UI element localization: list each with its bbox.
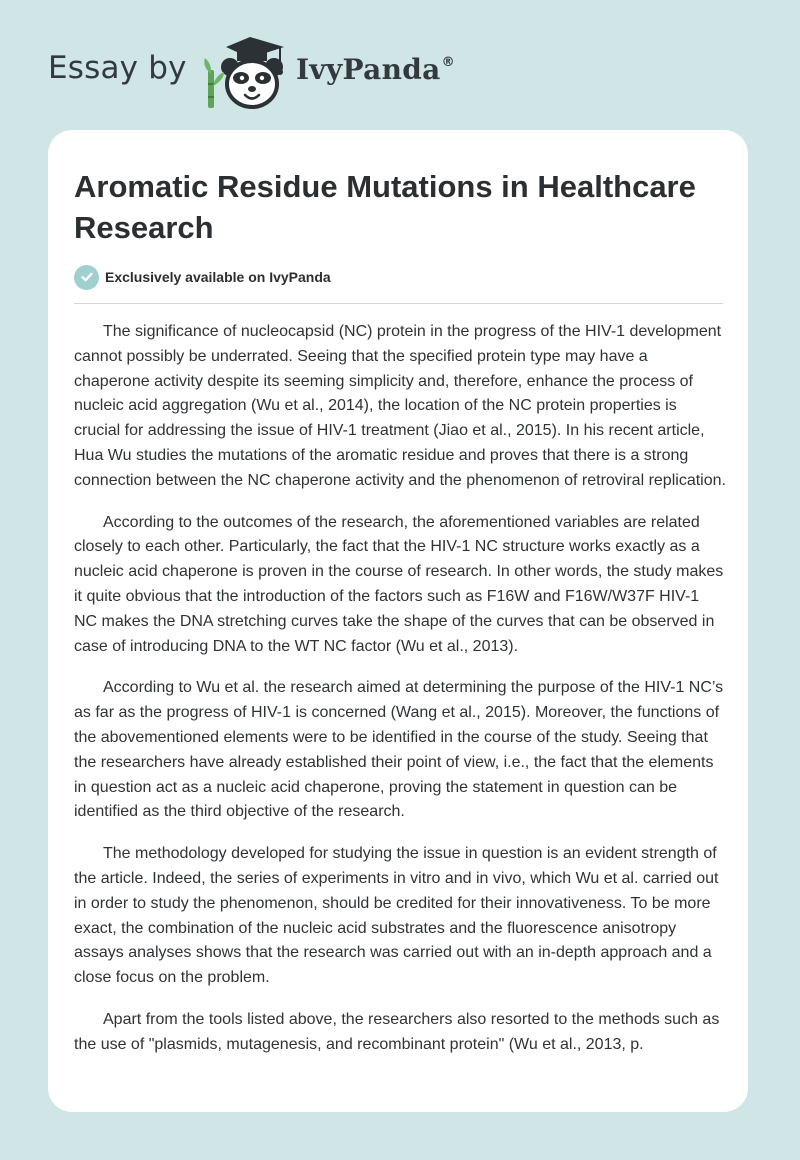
badge-text: Exclusively available on IvyPanda [105,269,331,285]
paragraph-1: The significance of nucleocapsid (NC) protein in the progress of the HIV-1 development cannot possibly be underrated. Seeing that the specified protein type may have a chaperone activity despite its seeming simplicity and, therefore, enhance the process of nucleic acid aggregation (Wu et al., 2014), the location of the NC protein properties is crucial for addressing the issue of HIV-1 treatment (Jiao et al., 2015). In his recent article, Hua Wu studies the mutations of the aromatic residue and proves that there is a strong connection between the NC chaperone activity and the phenomenon of retroviral replication. [74,323,726,489]
paragraph-2: According to the outcomes of the research, the aforementioned variables are related closely to each other. Particularly, the fact that the HIV-1 NC structure works exactly as a nucleic acid chaperone is proven in the course of research. In other words, the study makes it quite obvious that the introduction of the factors such as F16W and F16W/W37F HIV-1 NC makes the DNA stretching curves take the shape of the curves that can be observed in case of introducing DNA to the WT NC factor (Wu et al., 2013). [74,513,724,655]
essay-title: Aromatic Residue Mutations in Healthcare Research [74,169,696,245]
paragraph-5: Apart from the tools listed above, the researchers also resorted to the methods such as the use of "plasmids, mutagenesis, and recombinant protein" (Wu et al., 2013, p. [74,1010,720,1053]
panda-graduate-icon[interactable] [202,34,294,110]
essay-card [48,130,748,1112]
site-header [48,34,488,110]
paragraph-4: The methodology developed for studying the issue in question is an evident strength of the article. Indeed, the series of experiments in vitro and in vivo, which Wu et al. carried out in order to study the phenomenon, should be credited for their innovativeness. To be more exact, the combination of the nucleic acid substrates and the fluorescence anisotropy assays analyses shows that the research was carried out with an in-depth approach and a close focus on the problem. [74,845,719,987]
checkmark-icon [74,265,99,290]
brand-name[interactable] [296,53,455,86]
exclusive-badge [74,264,331,290]
registered-mark: ® [441,54,455,70]
essay-by-label: Essay by [48,50,187,86]
divider [74,303,723,304]
paragraph-3: According to Wu et al. the research aimed at determining the purpose of the HIV-1 NC’s as far as the progress of HIV-1 is concerned (Wang et al., 2015). Moreover, the functions of the abovementioned elements were to be identified in the course of the study. Seeing that the researchers have already established their point of view, i.e., the fact that the elements in question act as a nucleic acid chaperone, proving the statement in question can be identified as the third objective of the research. [74,679,724,821]
essay-body [74,320,726,1075]
brand-text[interactable]: IvyPanda [296,53,441,86]
